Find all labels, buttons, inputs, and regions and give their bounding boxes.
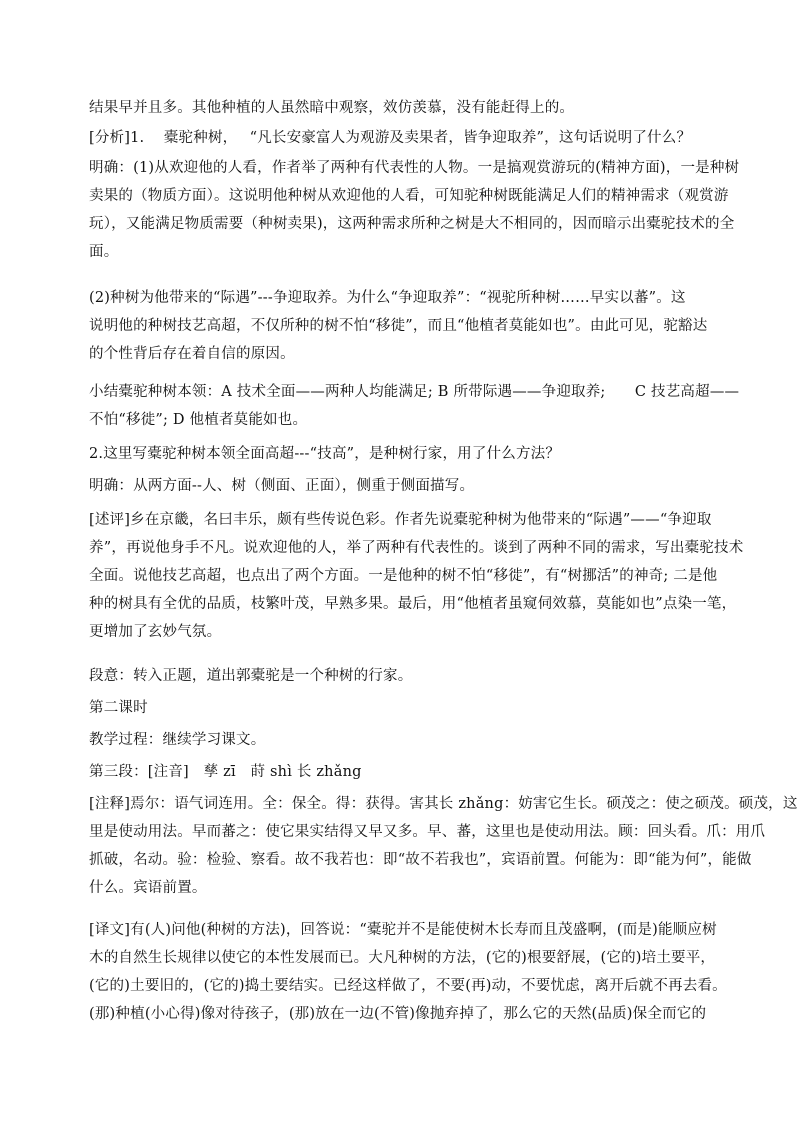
text-line: 面。 (89, 244, 119, 260)
paragraph-answer-1 (89, 154, 740, 266)
paragraph-analysis-question-1 (89, 124, 711, 152)
text-line: 小结橐驼种树本领：A 技术全面——两种人均能满足; B 所带际遇——争迎取养; C 技艺高超—— (89, 384, 740, 400)
text-line: 里是使动用法。早而蕃之：使它果实结得又早又多。早、蕃，这里也是使动用法。顾：回头看。爪：用爪 (89, 824, 766, 840)
paragraph-annotations (89, 790, 798, 902)
paragraph-section-meaning (89, 662, 711, 690)
text-line: 2.这里写橐驼种树本领全面高超---“技高”，是种树行家，用了什么方法？ (89, 446, 561, 462)
text-line: 种的树具有全优的品质，枝繁叶茂，早熟多果。最后，用“他植者虽窥伺效慕，莫能如也”点染一笔， (89, 596, 737, 612)
text-line: (它的)土要旧的，(它的)捣土要结实。已经这样做了，不要(再)动，不要忧虑，离开后就不再去看。 (89, 978, 727, 994)
text-line: 抓破，名动。验：检验、察看。故不我若也：即“故不若我也”，宾语前置。何能为：即“能为何”，能做 (89, 852, 752, 868)
text-line: 明确：(1)从欢迎他的人看，作者举了两种有代表性的人物。一是搞观赏游玩的(精神方面)，一是种树 (89, 160, 740, 176)
text-line: 养”，再说他身手不凡。说欢迎他的人，举了两种有代表性的。谈到了两种不同的需求，写出橐驼技术 (89, 540, 744, 556)
paragraph-answer-2 (89, 284, 711, 368)
text-line: 段意：转入正题，道出郭橐驼是一个种树的行家。 (89, 668, 413, 684)
paragraph-analysis-question-2 (89, 440, 711, 468)
heading-second-lesson (89, 694, 711, 722)
paragraph-translation (89, 916, 727, 1028)
text-line: [述评]乡在京畿，名曰丰乐，颇有些传说色彩。作者先说橐驼种树为他带来的“际遇”——“争迎取 (89, 512, 712, 528)
text-line: 玩），又能满足物质需要（种树卖果)，这两种需求所种之树是大不相同的，因而暗示出橐驼技术的全 (89, 216, 735, 232)
text-line: 教学过程：继续学习课文。 (89, 732, 266, 748)
text-line: 第二课时 (89, 700, 148, 716)
text-line: 的个性背后存在着自信的原因。 (89, 346, 295, 362)
paragraph-pronunciation (89, 758, 711, 786)
text-line: 结果早并且多。其他种植的人虽然暗中观察，效仿羡慕，没有能赶得上的。 (89, 100, 575, 116)
text-line: 第三段：[注音] 孳 zī 莳 shì 长 zhǎng (89, 764, 362, 780)
text-line: [译文]有(人)问他(种树的方法)，回答说：“橐驼并不是能使树木长寿而且茂盛啊，(而是)能顺应树 (89, 922, 717, 938)
text-line: 更增加了玄妙气氛。 (89, 624, 222, 640)
text-line: 明确：从两方面--人、树（侧面、正面），侧重于侧面描写。 (89, 478, 475, 494)
paragraph-teaching-process (89, 726, 711, 754)
paragraph-summary (89, 378, 740, 434)
paragraph-commentary (89, 506, 744, 646)
paragraph-answer-3 (89, 472, 711, 500)
text-line: (2)种树为他带来的“际遇”---争迎取养。为什么“争迎取养”：“视驼所种树……早实以蕃”。这 (89, 290, 686, 306)
text-line: 不怕“移徙”; D 他植者莫能如也。 (89, 412, 308, 428)
paragraph-story-conclusion (89, 94, 711, 122)
text-line: 卖果的（物质方面）。这说明他种树从欢迎他的人看，可知驼种树既能满足人们的精神需求（观赏游 (89, 188, 729, 204)
text-line: 全面。说他技艺高超，也点出了两个方面。一是他种的树不怕“移徙”，有“树挪活”的神奇; 二是他 (89, 568, 718, 584)
text-line: [分析]1. 橐驼种树， “凡长安豪富人为观游及卖果者，皆争迎取养”，这句话说明了什么？ (89, 130, 692, 146)
text-line: 木的自然生长规律以使它的本性发展而已。大凡种树的方法，(它的)根要舒展，(它的)培土要平， (89, 950, 716, 966)
text-line: 什么。宾语前置。 (89, 880, 207, 896)
text-line: [注释]焉尔：语气词连用。全：保全。得：获得。害其长 zhǎng：妨害它生长。硕茂之：使之硕茂。硕茂，这 (89, 796, 798, 812)
text-line: 说明他的种树技艺高超，不仅所种的树不怕“移徙”，而且“他植者莫能如也”。由此可见，驼豁达 (89, 318, 708, 334)
text-line: (那)种植(小心得)像对待孩子，(那)放在一边(不管)像抛弃掉了，那么它的天然(品质)保全而它的 (89, 1006, 707, 1022)
